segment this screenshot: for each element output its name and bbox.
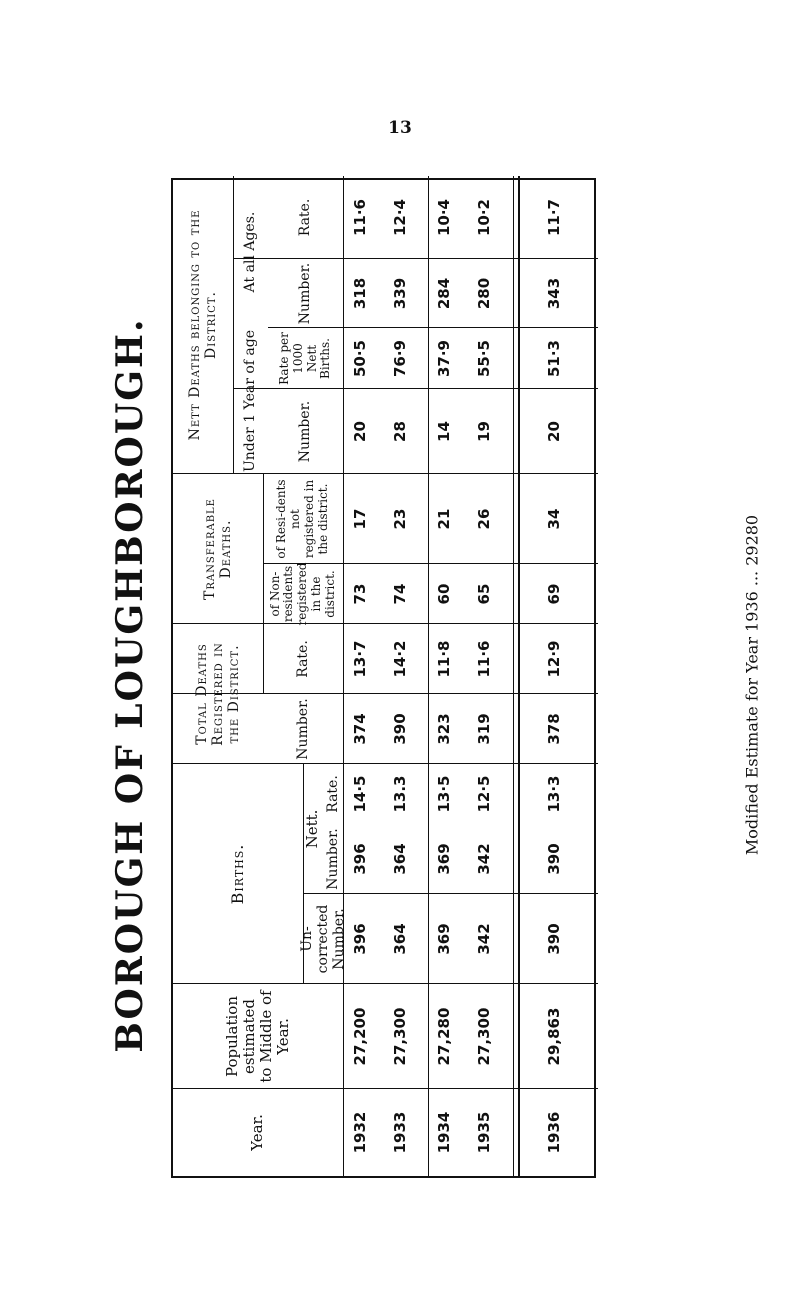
cell-births-nett-rate: 13.3 xyxy=(391,775,409,813)
page-title: BOROUGH OF LOUGHBOROUGH. xyxy=(109,317,151,1053)
cell-non-residents: 74 xyxy=(391,583,409,605)
cell-total-deaths-number: 323 xyxy=(435,713,453,745)
cell-total-deaths-number: 319 xyxy=(475,713,493,745)
cell-all-ages-number: 343 xyxy=(545,277,563,310)
cell-births-nett-number: 342 xyxy=(475,843,493,875)
header-all-ages-rate: Rate. xyxy=(297,198,314,237)
cell-residents-not-registered: 17 xyxy=(351,508,369,530)
cell-all-ages-rate: 11·6 xyxy=(351,199,369,237)
cell-under1-rate: 76·9 xyxy=(391,340,409,378)
header-total-deaths-rate: Rate. xyxy=(294,640,311,678)
cell-residents-not-registered: 34 xyxy=(545,508,563,530)
cell-non-residents: 73 xyxy=(351,583,369,605)
footnote: Modified Estimate for Year 1936 ... 29280 xyxy=(742,514,762,856)
cell-all-ages-rate: 10·4 xyxy=(435,199,453,237)
cell-births-uncorrected: 396 xyxy=(351,923,369,955)
header-births-nett-number: Number. xyxy=(324,828,341,890)
page-number: 13 xyxy=(388,118,412,138)
cell-non-residents: 65 xyxy=(475,583,493,605)
cell-residents-not-registered: 21 xyxy=(435,508,453,530)
cell-year: 1935 xyxy=(475,1111,493,1154)
cell-births-uncorrected: 364 xyxy=(391,923,409,955)
cell-non-residents: 60 xyxy=(435,583,453,605)
cell-births-nett-rate: 12·5 xyxy=(475,775,493,813)
statistics-table xyxy=(171,178,596,1178)
cell-year: 1932 xyxy=(351,1111,369,1154)
header-population: Population estimated to Middle of Year. xyxy=(222,990,293,1083)
cell-total-deaths-number: 378 xyxy=(545,713,563,745)
cell-under1-rate: 37·9 xyxy=(435,340,453,378)
cell-births-nett-number: 390 xyxy=(545,843,563,875)
cell-residents-not-registered: 23 xyxy=(391,508,409,530)
cell-total-deaths-rate: 12·9 xyxy=(545,640,563,678)
cell-population: 27,300 xyxy=(475,1007,493,1066)
cell-total-deaths-rate: 14·2 xyxy=(391,640,409,678)
cell-all-ages-number: 339 xyxy=(391,277,409,310)
header-births-uncorrected: Un-corrected Number. xyxy=(298,904,348,974)
statistics-table-holder xyxy=(171,178,596,1178)
header-births-nett-rate: Rate. xyxy=(324,775,341,813)
cell-year: 1936 xyxy=(545,1111,563,1154)
cell-total-deaths-number: 390 xyxy=(391,713,409,745)
cell-under1-rate: 51·3 xyxy=(545,340,563,378)
cell-population: 27,200 xyxy=(351,1007,369,1066)
cell-all-ages-number: 318 xyxy=(351,277,369,310)
cell-births-nett-rate: 14·5 xyxy=(351,775,369,813)
cell-all-ages-rate: 10·2 xyxy=(475,199,493,237)
cell-under1-number: 14 xyxy=(435,421,453,442)
cell-all-ages-number: 280 xyxy=(475,277,493,310)
cell-year: 1934 xyxy=(435,1111,453,1154)
cell-births-nett-rate: 13·3 xyxy=(545,775,563,813)
cell-births-uncorrected: 369 xyxy=(435,923,453,955)
cell-total-deaths-rate: 11·8 xyxy=(435,640,453,678)
cell-births-uncorrected: 390 xyxy=(545,923,563,955)
cell-total-deaths-rate: 11·6 xyxy=(475,640,493,678)
header-under-1-year: Under 1 Year of age xyxy=(242,329,259,473)
header-at-all-ages: At all Ages. xyxy=(242,211,259,293)
header-nett-deaths: Nett Deaths belonging to the District. xyxy=(186,209,219,441)
header-transferable-deaths: Transferable Deaths. xyxy=(201,498,234,600)
cell-all-ages-number: 284 xyxy=(435,277,453,310)
header-under1-number: Number. xyxy=(297,400,314,463)
cell-under1-rate: 50·5 xyxy=(351,340,369,378)
header-births: Births. xyxy=(227,843,247,905)
header-births-nett: Nett. xyxy=(303,809,322,849)
cell-all-ages-rate: 12·4 xyxy=(391,199,409,237)
cell-total-deaths-rate: 13·7 xyxy=(351,640,369,678)
cell-population: 29,863 xyxy=(545,1007,563,1066)
cell-total-deaths-number: 374 xyxy=(351,713,369,745)
cell-under1-number: 20 xyxy=(545,421,563,442)
header-total-deaths: Total Deaths Registered in the District. xyxy=(193,642,243,746)
cell-births-nett-number: 369 xyxy=(435,843,453,875)
cell-population: 27,280 xyxy=(435,1007,453,1066)
cell-year: 1933 xyxy=(391,1111,409,1154)
cell-births-nett-number: 364 xyxy=(391,843,409,875)
cell-residents-not-registered: 26 xyxy=(475,508,493,530)
header-under1-rate: Rate per 1000 Nett Births. xyxy=(276,332,333,385)
header-non-residents: of Non-residents registered in the district. xyxy=(267,562,337,626)
cell-births-uncorrected: 342 xyxy=(475,923,493,955)
cell-under1-number: 28 xyxy=(391,421,409,442)
cell-under1-rate: 55·5 xyxy=(475,340,493,378)
header-year: Year. xyxy=(248,1114,267,1151)
cell-population: 27,300 xyxy=(391,1007,409,1066)
header-total-deaths-number: Number. xyxy=(294,698,311,760)
cell-non-residents: 69 xyxy=(545,583,563,605)
cell-all-ages-rate: 11·7 xyxy=(545,199,563,237)
header-residents-not-registered: of Resi-dents not registered in the district. xyxy=(274,479,330,559)
cell-under1-number: 20 xyxy=(351,421,369,442)
cell-under1-number: 19 xyxy=(475,421,493,442)
cell-births-nett-number: 396 xyxy=(351,843,369,875)
header-all-ages-number: Number. xyxy=(297,262,314,325)
cell-births-nett-rate: 13·5 xyxy=(435,775,453,813)
